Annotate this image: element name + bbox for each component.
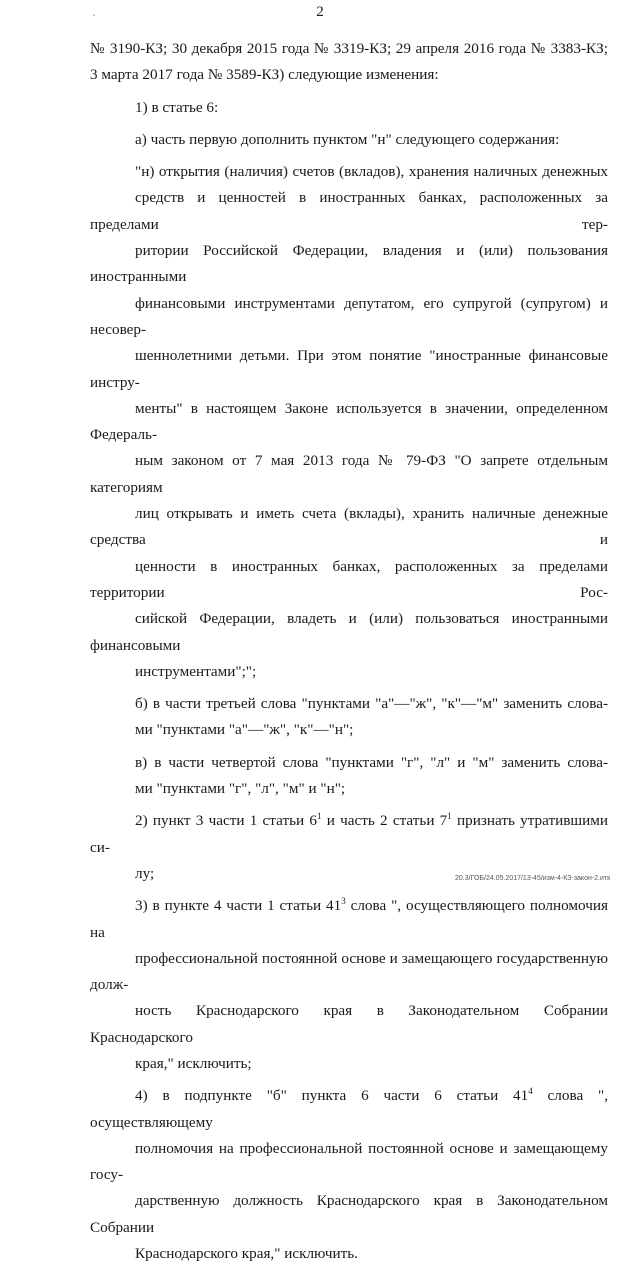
paragraph-intro — [90, 36, 608, 89]
text-line: 1) в статье 6: — [135, 98, 219, 116]
text-line: менты" в настоящем Законе используется в значении, определенном Федераль- — [90, 399, 608, 444]
text-line: лиц открывать и иметь счета (вклады), хранить наличные денежные средства и — [90, 505, 608, 549]
text-line: а) часть первую дополнить пунктом "н" следующего содержания: — [135, 130, 560, 148]
superscript: 1 — [317, 811, 322, 822]
text-line: ми "пунктами "а"—"ж", "к"—"н"; — [135, 721, 354, 739]
text-line: 2) пункт 3 части 1 статьи $6^1$ и часть 2 статьи $7^1$ признать утратившими си- — [90, 811, 608, 856]
paragraph-item-b — [90, 691, 608, 744]
superscript: 3 — [341, 896, 346, 907]
document-body — [90, 36, 611, 1267]
text-line: инструментами";"; — [135, 662, 257, 680]
superscript: 1 — [447, 811, 452, 822]
paragraph-item-3 — [90, 893, 608, 1077]
text-line: финансовыми инструментами депутатом, его супругой (супругом) и несовер- — [90, 294, 608, 338]
text-line: № 3190-КЗ; 30 декабря 2015 года № 3319-КЗ; 29 апреля 2016 года № 3383-КЗ; — [90, 40, 608, 57]
document-footer-code: 20.3/ГОБ/24.05.2017/13-45/изм-4-КЗ-закон-2.итк — [455, 875, 611, 882]
text-line: б) в части третьей слова "пунктами "а"—"ж", "к"—"м" заменить слова- — [135, 695, 608, 713]
text-line: шеннолетними детьми. При этом понятие "иностранные финансовые инстру- — [90, 347, 608, 391]
text-line: дарственную должность Краснодарского края в Законодательном Собрании — [90, 1192, 608, 1236]
superscript: 4 — [528, 1086, 533, 1097]
page-number: 2 — [316, 4, 324, 20]
text-line: профессиональной постоянной основе и замещающего государственную долж- — [90, 949, 608, 994]
text-line: 4) в подпункте "б" пункта 6 части 6 статьи $41^4$ слова ", осуществляющему — [90, 1086, 609, 1131]
text-line: края," исключить; — [135, 1054, 252, 1072]
text-line: полномочия на профессиональной постоянной основе и замещающему госу- — [90, 1139, 608, 1184]
text-line: ным законом от 7 мая 2013 года № 79-ФЗ "О запрете отдельным категориям — [90, 452, 608, 496]
paragraph-item-a — [90, 127, 608, 153]
text-line: лу; — [135, 864, 155, 882]
paragraph-quote-n — [90, 159, 608, 685]
text-line: ритории Российской Федерации, владения и (или) пользования иностранными — [90, 242, 608, 286]
text-line: средств и ценностей в иностранных банках, расположенных за пределами тер- — [90, 189, 608, 233]
text-line: 3) в пункте 4 части 1 статьи $41^3$ слова ", осуществляющего полномочия на — [90, 896, 608, 941]
text-line: в) в части четвертой слова "пунктами "г", "л" и "м" заменить слова- — [135, 753, 608, 771]
paragraph-item-4 — [90, 1083, 608, 1267]
text-line: ность Краснодарского края в Законодательном Собрании Краснодарского — [90, 1002, 608, 1046]
text-line: сийской Федерации, владеть и (или) пользоваться иностранными финансовыми — [90, 610, 608, 654]
text-line: 3 марта 2017 года № 3589-КЗ) следующие изменения: — [90, 66, 439, 84]
text-line: ми "пунктами "г", "л", "м" и "н"; — [135, 780, 346, 798]
paragraph-item-v — [90, 750, 608, 803]
text-line: ценности в иностранных банках, расположенных за пределами территории Рос- — [90, 557, 608, 601]
text-line: "н) открытия (наличия) счетов (вкладов), хранения наличных денежных — [135, 163, 608, 181]
text-line: Краснодарского края," исключить. — [135, 1245, 358, 1263]
paragraph-item-1 — [90, 95, 608, 121]
